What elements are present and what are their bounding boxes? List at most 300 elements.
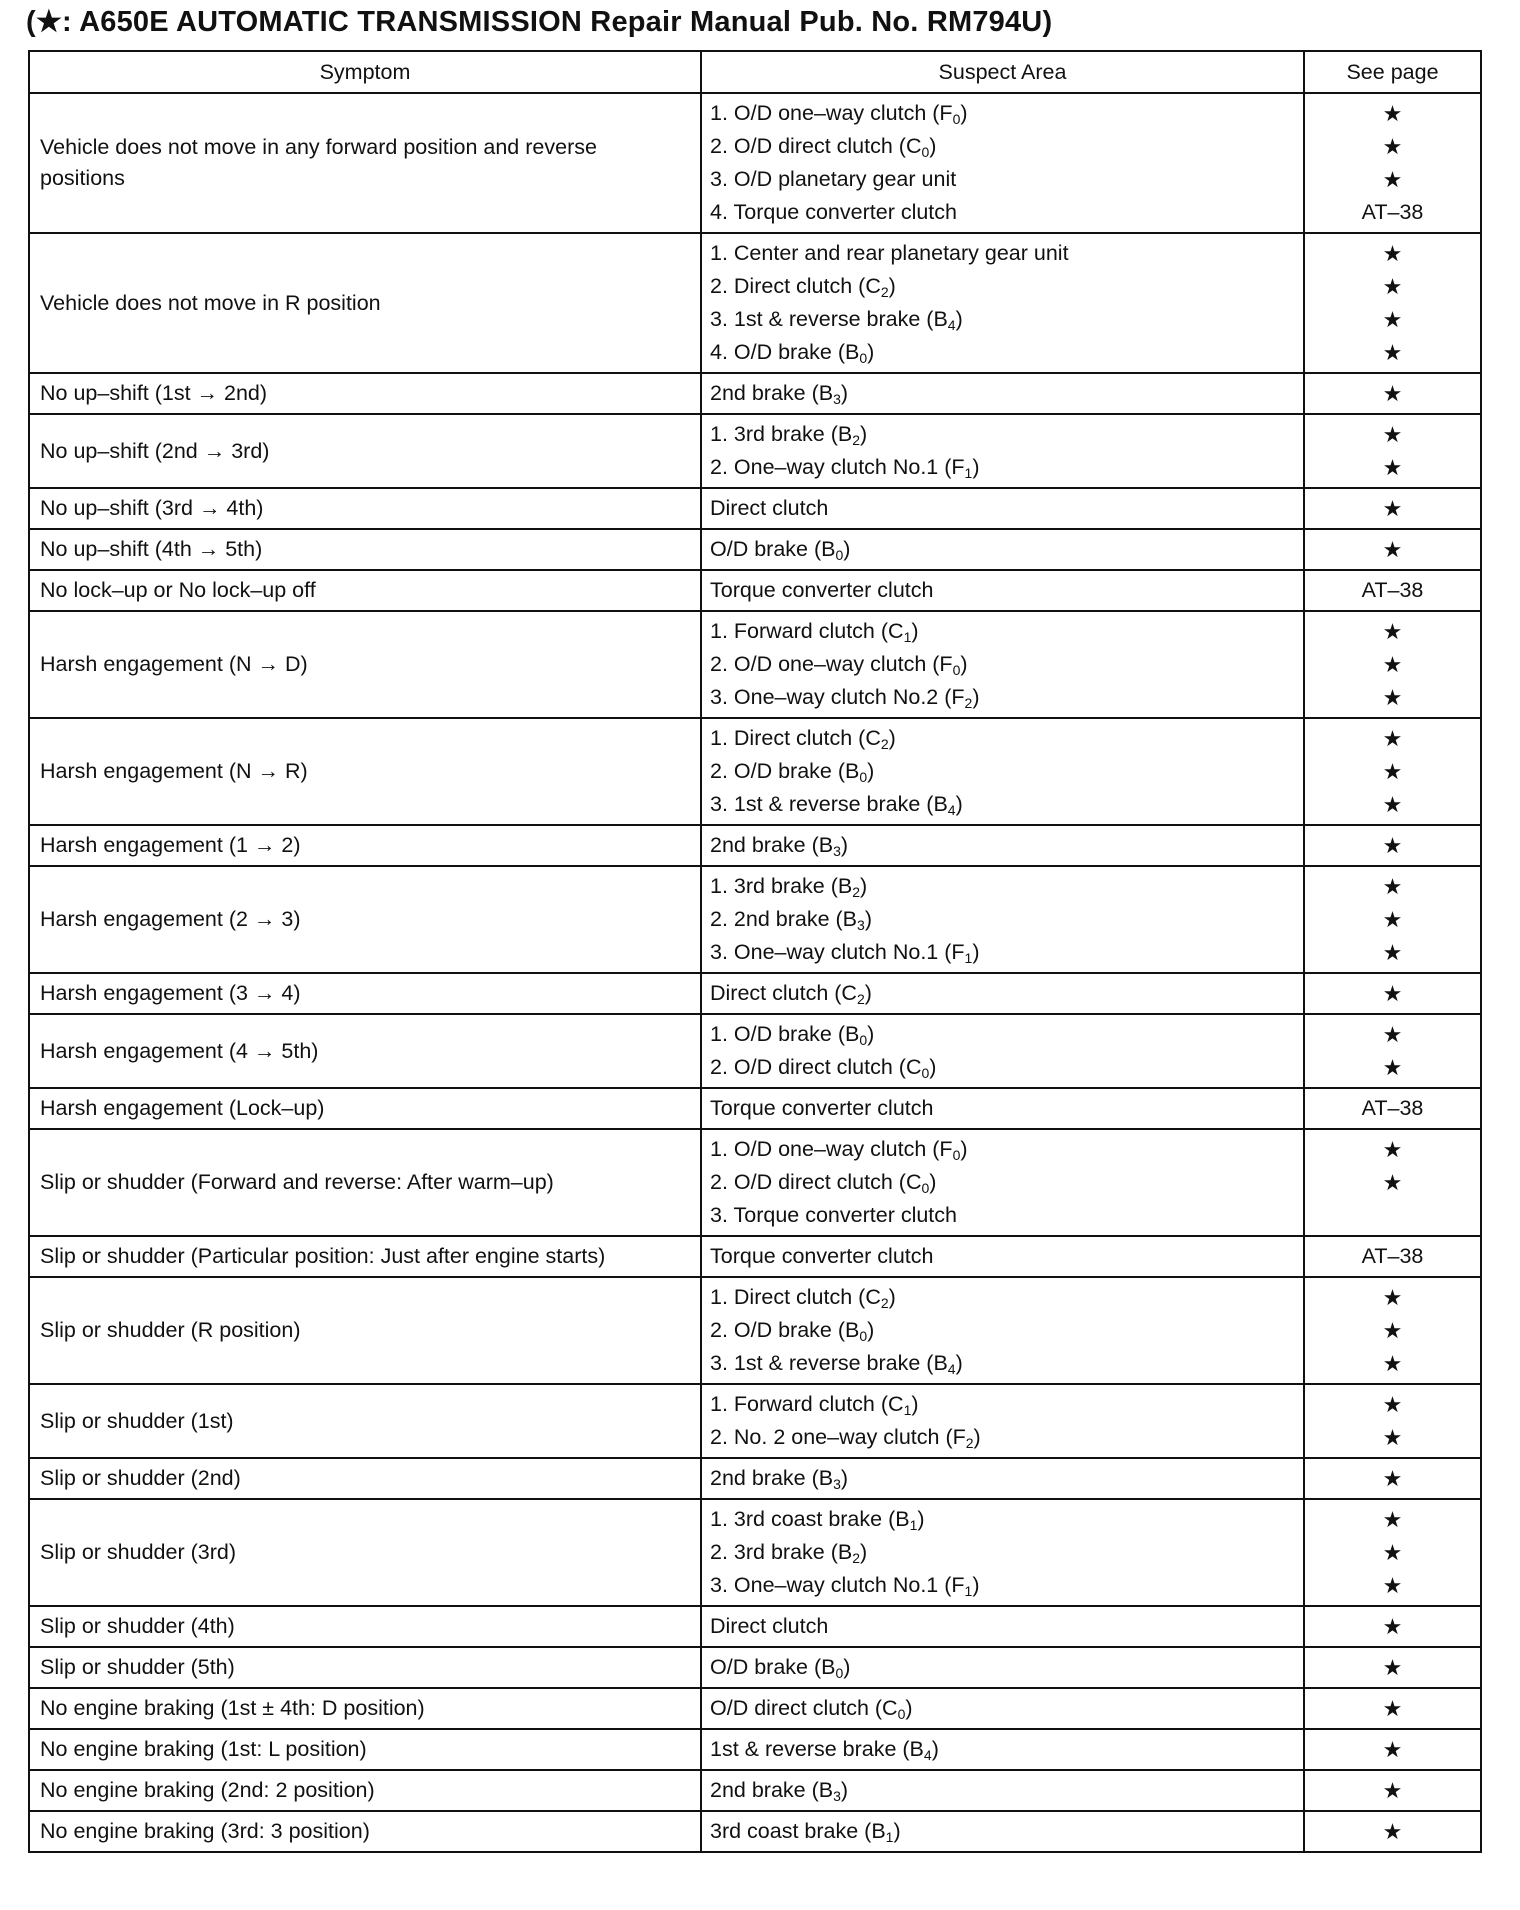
star-reference: ★ [1382, 874, 1403, 899]
table-row [29, 611, 1481, 718]
component-subscript: 3 [833, 1788, 841, 1804]
suspect-area-text: ) [840, 1778, 849, 1802]
table-row [29, 1606, 1481, 1647]
component-subscript: 0 [835, 1665, 844, 1681]
see-page-cell [1304, 1729, 1481, 1770]
suspect-area-text: 2. O/D brake (B [710, 759, 860, 783]
suspect-area-item [710, 1569, 1295, 1602]
suspect-area-item [710, 1051, 1295, 1084]
suspect-area-text: 2. 3rd brake (B [710, 1540, 853, 1564]
symptom-cell: Harsh engagement (3 → 4) [29, 973, 701, 1014]
table-row [29, 233, 1481, 373]
star-reference: ★ [1382, 1425, 1403, 1450]
component-subscript: 2 [852, 432, 861, 448]
suspect-area-item [710, 574, 1295, 607]
star-reference: ★ [1382, 1351, 1403, 1376]
suspect-area-cell [701, 1458, 1304, 1499]
suspect-area-text: 2. O/D direct clutch (C [710, 1170, 922, 1194]
table-row [29, 1458, 1481, 1499]
suspect-area-text: Direct clutch [710, 496, 829, 520]
symptom-cell: No up–shift (2nd → 3rd) [29, 414, 701, 488]
symptom-cell: No engine braking (1st ± 4th: D position) [29, 1688, 701, 1729]
suspect-area-item [710, 270, 1295, 303]
suspect-area-text: ) [911, 619, 919, 643]
component-subscript: 1 [964, 950, 973, 966]
suspect-area-item [710, 788, 1295, 821]
component-subscript: 2 [964, 695, 973, 711]
table-row [29, 373, 1481, 414]
symptom-cell: Harsh engagement (N → D) [29, 611, 701, 718]
suspect-area-item [710, 1281, 1295, 1314]
star-reference: ★ [1382, 1540, 1403, 1565]
symptom-cell: No engine braking (1st: L position) [29, 1729, 701, 1770]
suspect-area-text: ) [867, 1022, 875, 1046]
see-page-cell [1304, 1458, 1481, 1499]
suspect-area-text: ) [840, 381, 849, 405]
symptom-cell: Slip or shudder (5th) [29, 1647, 701, 1688]
component-subscript: 0 [859, 350, 868, 366]
star-reference: ★ [1382, 726, 1403, 751]
suspect-area-item [710, 1651, 1295, 1684]
table-row [29, 1088, 1481, 1129]
table-row [29, 93, 1481, 233]
suspect-area-header: Suspect Area [701, 51, 1304, 93]
star-reference: ★ [1382, 619, 1403, 644]
suspect-area-text: ) [864, 907, 872, 931]
symptom-cell: Slip or shudder (1st) [29, 1384, 701, 1458]
suspect-area-cell [701, 1384, 1304, 1458]
suspect-area-item [710, 722, 1295, 755]
suspect-area-item [710, 418, 1295, 451]
component-subscript: 1 [909, 1517, 918, 1533]
suspect-area-text: ) [960, 101, 968, 125]
suspect-area-text: 3. 1st & reverse brake (B [710, 307, 948, 331]
component-subscript: 2 [852, 884, 861, 900]
symptom-header: Symptom [29, 51, 701, 93]
star-reference: ★ [1382, 685, 1403, 710]
suspect-area-text: ) [840, 1466, 849, 1490]
star-reference: ★ [1382, 381, 1403, 406]
symptom-cell: Slip or shudder (3rd) [29, 1499, 701, 1606]
suspect-area-text: ) [972, 455, 980, 479]
star-reference: ★ [1382, 134, 1403, 159]
star-reference: ★ [1382, 537, 1403, 562]
table-row [29, 1236, 1481, 1277]
component-subscript: 0 [921, 144, 930, 160]
star-reference: ★ [1382, 981, 1403, 1006]
suspect-area-text: 3. One–way clutch No.1 (F [710, 1573, 965, 1597]
star-reference: ★ [1382, 759, 1403, 784]
suspect-area-item [710, 681, 1295, 714]
suspect-area-text: 1. O/D one–way clutch (F [710, 101, 953, 125]
suspect-area-cell [701, 529, 1304, 570]
star-reference: ★ [1382, 1507, 1403, 1532]
symptom-cell: Vehicle does not move in R position [29, 233, 701, 373]
see-page-cell [1304, 1606, 1481, 1647]
component-subscript: 1 [903, 629, 912, 645]
suspect-area-text: ) [905, 1696, 913, 1720]
suspect-area-item [710, 1815, 1295, 1848]
suspect-area-text: ) [960, 652, 968, 676]
suspect-area-item [710, 1388, 1295, 1421]
suspect-area-cell [701, 866, 1304, 973]
component-subscript: 0 [859, 769, 868, 785]
suspect-area-text: 2. No. 2 one–way clutch (F [710, 1425, 966, 1449]
component-subscript: 2 [852, 1550, 861, 1566]
suspect-area-item [710, 1347, 1295, 1380]
page-reference: AT–38 [1361, 1096, 1424, 1120]
suspect-area-cell [701, 488, 1304, 529]
suspect-area-text: 2nd brake (B [710, 833, 834, 857]
suspect-area-text: ) [860, 422, 868, 446]
suspect-area-text: ) [888, 1285, 896, 1309]
star-reference: ★ [1382, 496, 1403, 521]
component-subscript: 3 [833, 843, 841, 859]
star-reference: ★ [1382, 455, 1403, 480]
suspect-area-text: ) [960, 1137, 968, 1161]
table-row [29, 1277, 1481, 1384]
suspect-area-cell [701, 1770, 1304, 1811]
suspect-area-text: 2nd brake (B [710, 1778, 834, 1802]
suspect-area-text: 2. One–way clutch No.1 (F [710, 455, 965, 479]
symptom-cell: Harsh engagement (2 → 3) [29, 866, 701, 973]
suspect-area-item [710, 1610, 1295, 1643]
suspect-area-text: 3. Torque converter clutch [710, 1203, 957, 1227]
component-subscript: 2 [880, 736, 889, 752]
suspect-area-text: ) [867, 759, 875, 783]
suspect-area-text: ) [931, 1737, 939, 1761]
star-reference: ★ [1382, 1466, 1403, 1491]
table-row [29, 529, 1481, 570]
star-reference: ★ [1382, 1778, 1403, 1803]
see-page-cell [1304, 1384, 1481, 1458]
suspect-area-item [710, 870, 1295, 903]
see-page-cell [1304, 570, 1481, 611]
symptom-cell: Vehicle does not move in any forward position and reverse positions [29, 93, 701, 233]
suspect-area-item [710, 1536, 1295, 1569]
star-reference: ★ [1382, 792, 1403, 817]
star-reference: ★ [1382, 1819, 1403, 1844]
suspect-area-item [710, 1018, 1295, 1051]
suspect-area-item [710, 533, 1295, 566]
suspect-area-item [710, 492, 1295, 525]
suspect-area-cell [701, 1606, 1304, 1647]
component-subscript: 3 [857, 917, 865, 933]
suspect-area-text: ) [917, 1507, 925, 1531]
suspect-area-text: ) [929, 1170, 937, 1194]
suspect-area-text: 2. Direct clutch (C [710, 274, 881, 298]
suspect-area-item [710, 1503, 1295, 1536]
suspect-area-text: ) [864, 981, 872, 1005]
suspect-area-text: O/D brake (B [710, 1655, 836, 1679]
suspect-area-cell [701, 570, 1304, 611]
suspect-area-item [710, 936, 1295, 969]
suspect-area-text: 2. O/D brake (B [710, 1318, 860, 1342]
suspect-area-item [710, 1733, 1295, 1766]
component-subscript: 4 [947, 1361, 956, 1377]
suspect-area-text: 1st & reverse brake (B [710, 1737, 924, 1761]
suspect-area-text: ) [929, 1055, 937, 1079]
symptom-cell: Harsh engagement (Lock–up) [29, 1088, 701, 1129]
suspect-area-text: 1. 3rd brake (B [710, 422, 853, 446]
component-subscript: 4 [947, 317, 956, 333]
symptom-cell: Slip or shudder (4th) [29, 1606, 701, 1647]
suspect-area-text: ) [972, 685, 980, 709]
component-subscript: 0 [835, 547, 844, 563]
table-row [29, 1014, 1481, 1088]
page-reference [1313, 1199, 1472, 1232]
table-row [29, 1384, 1481, 1458]
suspect-area-text: ) [867, 340, 875, 364]
suspect-area-text: Torque converter clutch [710, 578, 934, 602]
suspect-area-item [710, 1133, 1295, 1166]
star-reference: ★ [1382, 167, 1403, 192]
suspect-area-cell [701, 414, 1304, 488]
suspect-area-item [710, 903, 1295, 936]
star-reference: ★ [1382, 1737, 1403, 1762]
suspect-area-item [710, 1199, 1295, 1232]
symptom-cell: Slip or shudder (R position) [29, 1277, 701, 1384]
table-row [29, 1499, 1481, 1606]
see-page-header: See page [1304, 51, 1481, 93]
symptom-cell: No engine braking (2nd: 2 position) [29, 1770, 701, 1811]
suspect-area-item [710, 130, 1295, 163]
star-reference: ★ [1382, 1655, 1403, 1680]
see-page-cell [1304, 611, 1481, 718]
star-reference: ★ [1382, 1318, 1403, 1343]
suspect-area-item [710, 336, 1295, 369]
suspect-area-text: 3. 1st & reverse brake (B [710, 1351, 948, 1375]
suspect-area-item [710, 1092, 1295, 1125]
suspect-area-item [710, 377, 1295, 410]
suspect-area-text: O/D brake (B [710, 537, 836, 561]
symptom-cell: Harsh engagement (1 → 2) [29, 825, 701, 866]
page-title: (★: A650E AUTOMATIC TRANSMISSION Repair Manual Pub. No. RM794U) [26, 6, 1053, 38]
suspect-area-item [710, 648, 1295, 681]
see-page-cell [1304, 1088, 1481, 1129]
star-reference: ★ [1382, 907, 1403, 932]
suspect-area-text: ) [840, 833, 849, 857]
suspect-area-text: 2. O/D direct clutch (C [710, 1055, 922, 1079]
suspect-area-text: 2. 2nd brake (B [710, 907, 858, 931]
suspect-area-text: ) [893, 1819, 901, 1843]
star-reference: ★ [1382, 1573, 1403, 1598]
table-row [29, 488, 1481, 529]
table-row [29, 1729, 1481, 1770]
see-page-cell [1304, 718, 1481, 825]
suspect-area-text: ) [955, 792, 963, 816]
suspect-area-item [710, 1240, 1295, 1273]
suspect-area-text: Torque converter clutch [710, 1244, 934, 1268]
component-subscript: 1 [885, 1829, 894, 1845]
component-subscript: 4 [923, 1747, 932, 1763]
suspect-area-text: O/D direct clutch (C [710, 1696, 898, 1720]
troubleshooting-table [28, 50, 1482, 1853]
table-row [29, 718, 1481, 825]
suspect-area-item [710, 196, 1295, 229]
suspect-area-cell [701, 1014, 1304, 1088]
suspect-area-text: ) [972, 1573, 980, 1597]
see-page-cell [1304, 825, 1481, 866]
star-reference: ★ [1382, 1055, 1403, 1080]
suspect-area-text: ) [867, 1318, 875, 1342]
suspect-area-text: 2. O/D direct clutch (C [710, 134, 922, 158]
suspect-area-item [710, 1462, 1295, 1495]
suspect-area-text: ) [888, 726, 896, 750]
star-reference: ★ [1382, 241, 1403, 266]
page-reference: AT–38 [1361, 200, 1424, 224]
see-page-cell [1304, 414, 1481, 488]
see-page-cell [1304, 529, 1481, 570]
symptom-cell: No up–shift (1st → 2nd) [29, 373, 701, 414]
symptom-cell: Harsh engagement (N → R) [29, 718, 701, 825]
table-row [29, 1129, 1481, 1236]
symptom-cell: Harsh engagement (4 → 5th) [29, 1014, 701, 1088]
suspect-area-text: 4. Torque converter clutch [710, 200, 957, 224]
star-reference: ★ [1382, 1696, 1403, 1721]
star-reference: ★ [1382, 101, 1403, 126]
suspect-area-text: Torque converter clutch [710, 1096, 934, 1120]
component-subscript: 0 [859, 1328, 868, 1344]
suspect-area-cell [701, 1688, 1304, 1729]
see-page-cell [1304, 1277, 1481, 1384]
suspect-area-cell [701, 1729, 1304, 1770]
suspect-area-text: ) [955, 307, 963, 331]
suspect-area-text: ) [973, 1425, 981, 1449]
suspect-area-text: 4. O/D brake (B [710, 340, 860, 364]
symptom-cell: Slip or shudder (Forward and reverse: After warm–up) [29, 1129, 701, 1236]
suspect-area-cell [701, 718, 1304, 825]
suspect-area-text: 1. O/D brake (B [710, 1022, 860, 1046]
suspect-area-text: Direct clutch (C [710, 981, 857, 1005]
see-page-cell [1304, 1129, 1481, 1236]
component-subscript: 4 [947, 802, 956, 818]
suspect-area-text: 2. O/D one–way clutch (F [710, 652, 953, 676]
see-page-cell [1304, 1499, 1481, 1606]
suspect-area-item [710, 1166, 1295, 1199]
suspect-area-text: ) [911, 1392, 919, 1416]
suspect-area-item [710, 237, 1295, 270]
suspect-area-text: ) [860, 874, 868, 898]
suspect-area-text: 2nd brake (B [710, 381, 834, 405]
suspect-area-cell [701, 373, 1304, 414]
suspect-area-text: ) [955, 1351, 963, 1375]
suspect-area-text: 3. O/D planetary gear unit [710, 167, 957, 191]
suspect-area-item [710, 1774, 1295, 1807]
suspect-area-text: 1. Forward clutch (C [710, 1392, 904, 1416]
see-page-cell [1304, 1688, 1481, 1729]
star-reference: ★ [1382, 652, 1403, 677]
see-page-cell [1304, 1236, 1481, 1277]
suspect-area-text: 1. O/D one–way clutch (F [710, 1137, 953, 1161]
star-reference: ★ [1382, 833, 1403, 858]
star-reference: ★ [1382, 940, 1403, 965]
see-page-cell [1304, 866, 1481, 973]
suspect-area-text: Direct clutch [710, 1614, 829, 1638]
star-reference: ★ [1382, 340, 1403, 365]
suspect-area-item [710, 977, 1295, 1010]
suspect-area-cell [701, 233, 1304, 373]
suspect-area-text: ) [843, 537, 851, 561]
suspect-area-text: ) [972, 940, 980, 964]
component-subscript: 2 [880, 284, 889, 300]
suspect-area-cell [701, 1236, 1304, 1277]
suspect-area-cell [701, 1647, 1304, 1688]
suspect-area-cell [701, 825, 1304, 866]
suspect-area-item [710, 97, 1295, 130]
symptom-cell: Slip or shudder (2nd) [29, 1458, 701, 1499]
component-subscript: 0 [859, 1032, 868, 1048]
symptom-cell: Slip or shudder (Particular position: Just after engine starts) [29, 1236, 701, 1277]
star-reference: ★ [1382, 1392, 1403, 1417]
component-subscript: 2 [965, 1435, 974, 1451]
suspect-area-item [710, 755, 1295, 788]
component-subscript: 2 [856, 991, 865, 1007]
star-reference: ★ [1382, 1285, 1403, 1310]
table-row [29, 866, 1481, 973]
suspect-area-text: 3. One–way clutch No.2 (F [710, 685, 965, 709]
suspect-area-cell [701, 93, 1304, 233]
suspect-area-cell [701, 1277, 1304, 1384]
see-page-cell [1304, 973, 1481, 1014]
suspect-area-cell [701, 1811, 1304, 1852]
suspect-area-text: 3. 1st & reverse brake (B [710, 792, 948, 816]
suspect-area-item [710, 303, 1295, 336]
table-row [29, 1688, 1481, 1729]
star-reference: ★ [1382, 1170, 1403, 1195]
suspect-area-text: ) [860, 1540, 868, 1564]
table-row [29, 570, 1481, 611]
table-row [29, 1647, 1481, 1688]
see-page-cell [1304, 233, 1481, 373]
suspect-area-text: 1. Direct clutch (C [710, 1285, 881, 1309]
suspect-area-text: 1. Direct clutch (C [710, 726, 881, 750]
suspect-area-item [710, 1421, 1295, 1454]
component-subscript: 0 [897, 1706, 906, 1722]
page-reference: AT–38 [1361, 1244, 1424, 1268]
table-row [29, 973, 1481, 1014]
see-page-cell [1304, 1811, 1481, 1852]
suspect-area-cell [701, 611, 1304, 718]
suspect-area-text: 2nd brake (B [710, 1466, 834, 1490]
suspect-area-cell [701, 1129, 1304, 1236]
see-page-cell [1304, 1014, 1481, 1088]
component-subscript: 2 [880, 1295, 889, 1311]
star-reference: ★ [1382, 422, 1403, 447]
star-reference: ★ [1382, 274, 1403, 299]
component-subscript: 0 [952, 662, 961, 678]
star-reference: ★ [1382, 1022, 1403, 1047]
symptom-cell: No engine braking (3rd: 3 position) [29, 1811, 701, 1852]
component-subscript: 3 [833, 1476, 841, 1492]
see-page-cell [1304, 93, 1481, 233]
suspect-area-text: 1. 3rd coast brake (B [710, 1507, 910, 1531]
component-subscript: 1 [903, 1402, 912, 1418]
suspect-area-cell [701, 1088, 1304, 1129]
suspect-area-text: 1. Forward clutch (C [710, 619, 904, 643]
suspect-area-text: 1. 3rd brake (B [710, 874, 853, 898]
see-page-cell [1304, 373, 1481, 414]
star-reference: ★ [1382, 307, 1403, 332]
see-page-cell [1304, 488, 1481, 529]
table-row [29, 1811, 1481, 1852]
suspect-area-item [710, 615, 1295, 648]
suspect-area-cell [701, 973, 1304, 1014]
table-row [29, 825, 1481, 866]
table-row [29, 414, 1481, 488]
page-reference: AT–38 [1361, 578, 1424, 602]
suspect-area-text: 1. Center and rear planetary gear unit [710, 241, 1069, 265]
